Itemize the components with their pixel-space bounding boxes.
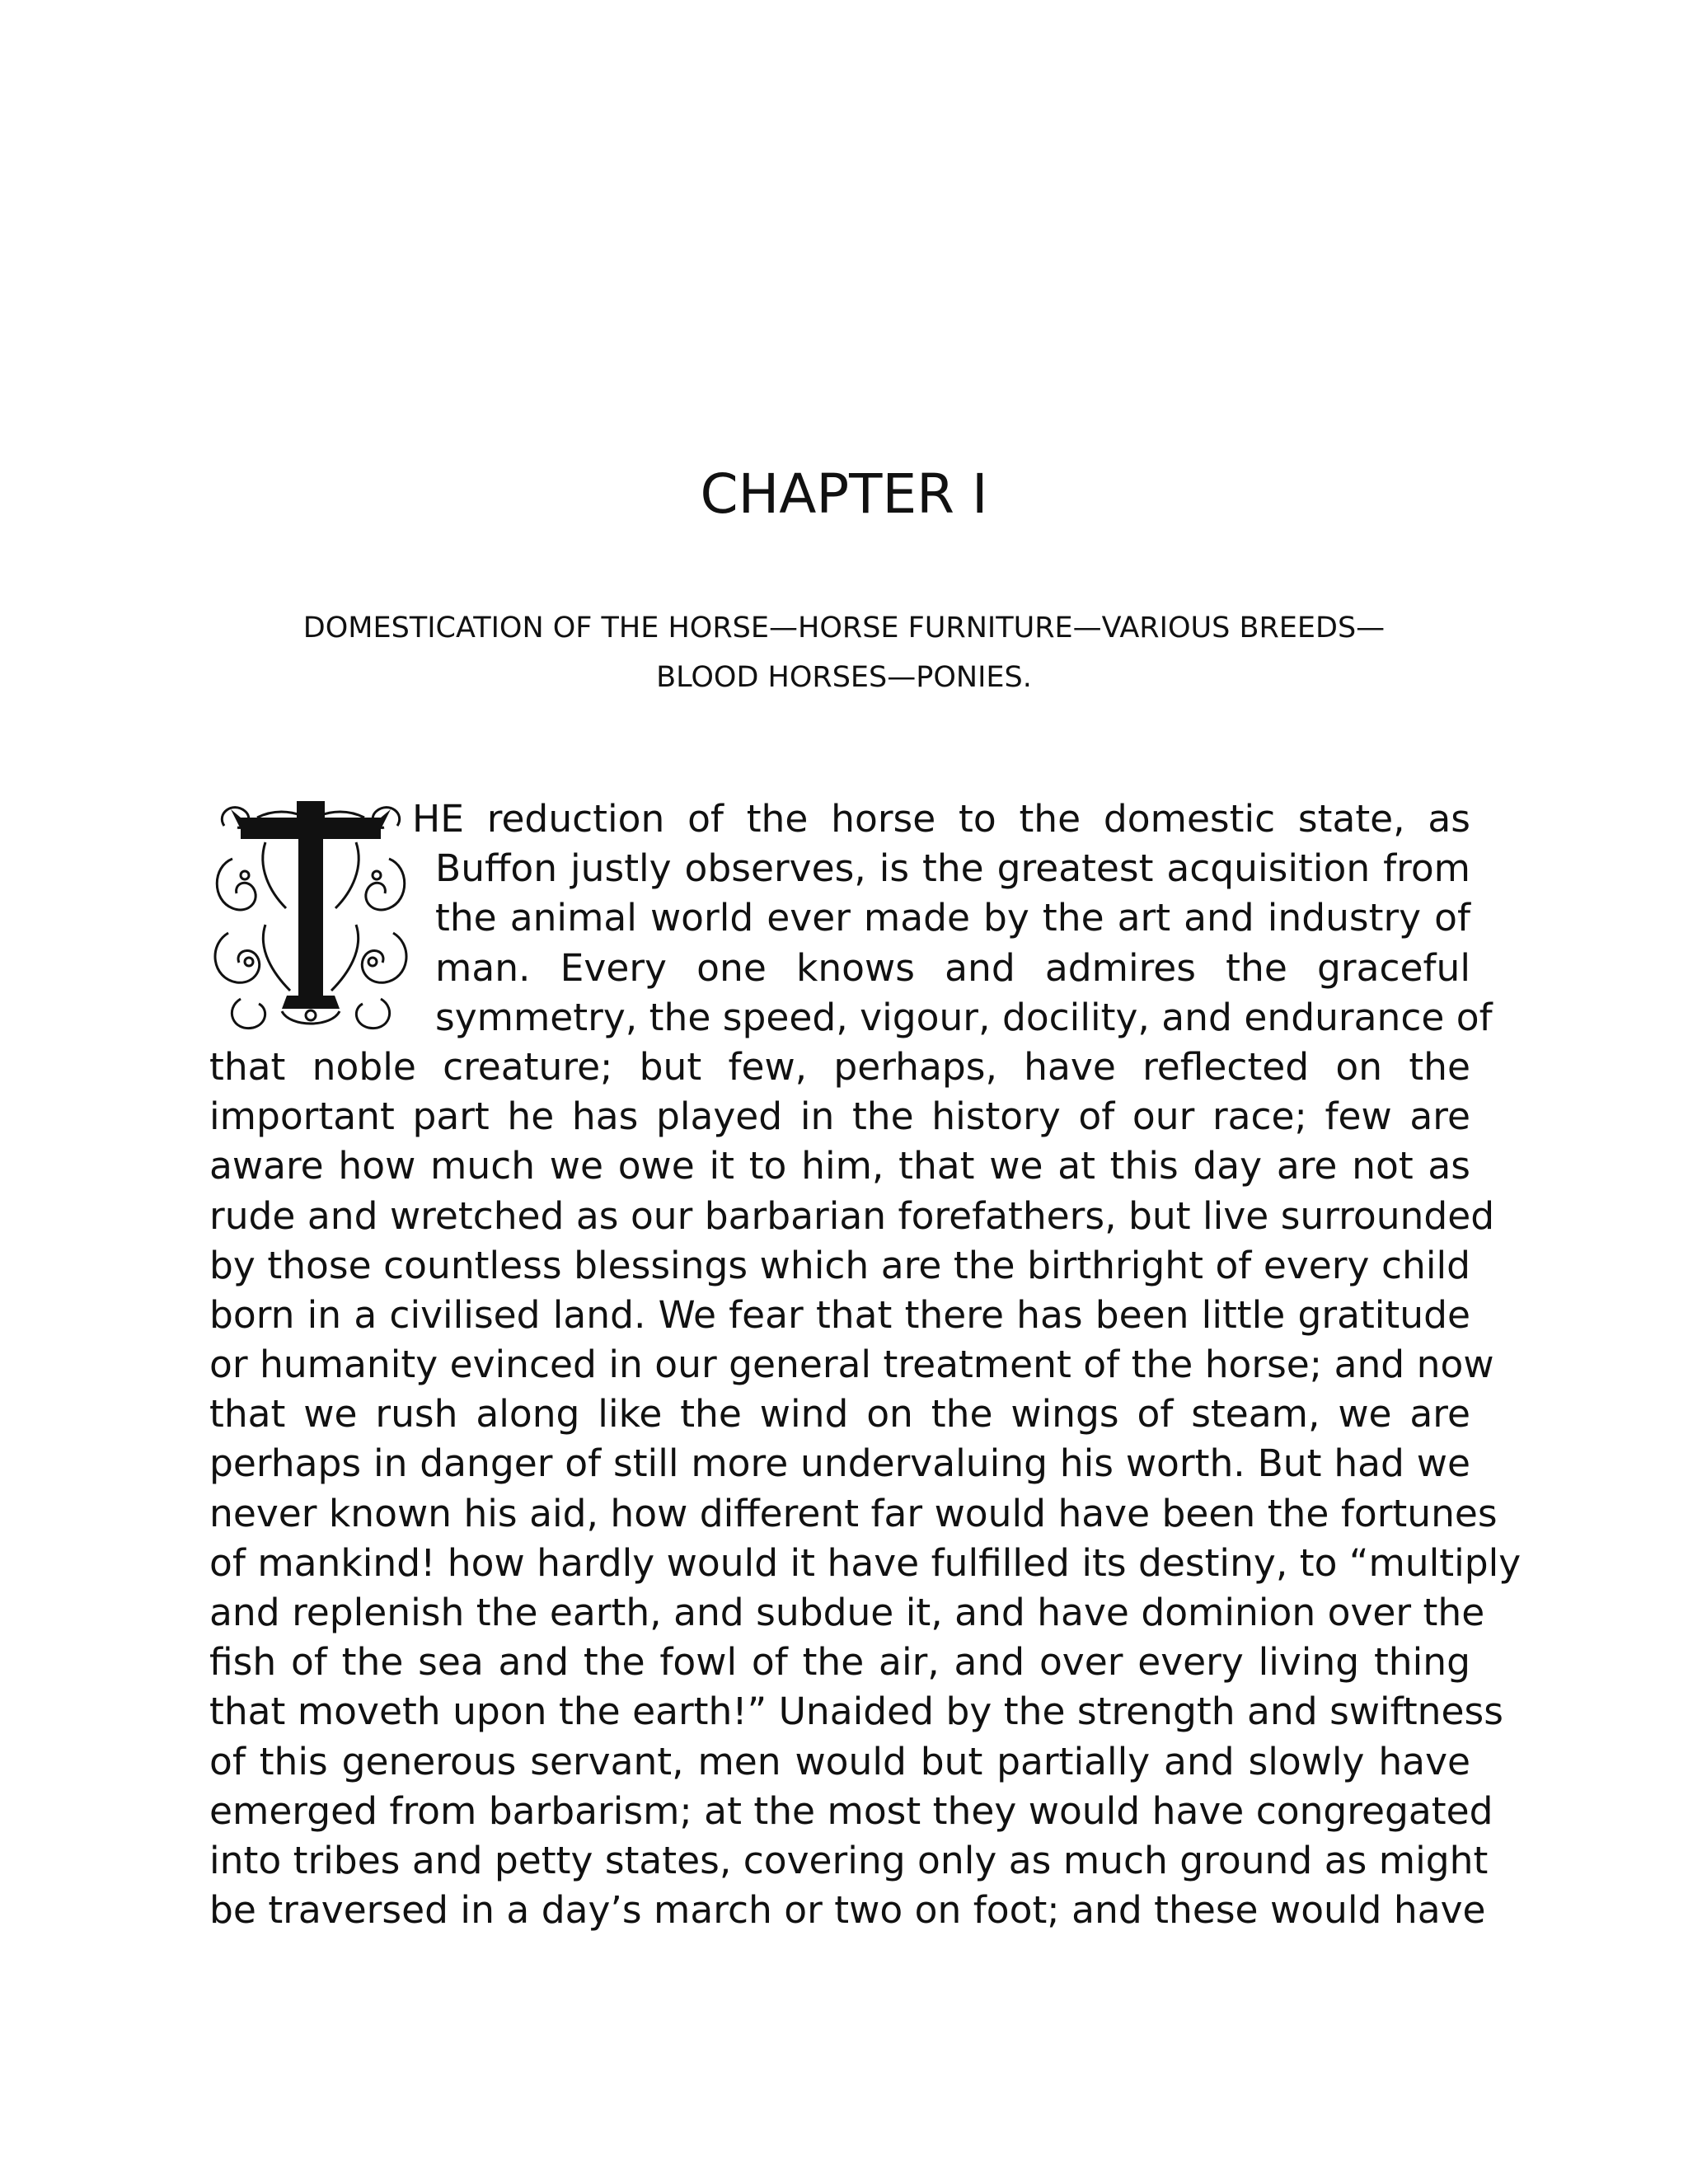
text-line: or humanity evinced in our general treatment of the horse; and now <box>209 1343 1494 1387</box>
text-line: HE reduction of the horse to the domestic state, as <box>412 797 1470 841</box>
text-line: symmetry, the speed, vigour, docility, and endurance of <box>435 995 1493 1039</box>
text-line: aware how much we owe it to him, that we at this day are not as <box>209 1144 1470 1188</box>
text-line: important part he has played in the history of our race; few are <box>209 1094 1470 1139</box>
chapter-summary <box>211 603 1477 702</box>
text-line: the animal world ever made by the art and industry of <box>435 896 1470 940</box>
text-line: of this generous servant, men would but partially and slowly have <box>209 1739 1470 1783</box>
text-line: and replenish the earth, and subdue it, and have dominion over the <box>209 1591 1485 1634</box>
text-line: that we rush along like the wind on the wings of steam, we are <box>209 1392 1470 1436</box>
text-line: Buffon justly observes, is the greatest acquisition from <box>435 846 1470 891</box>
text-line: into tribes and petty states, covering only as much ground as might <box>209 1838 1489 1882</box>
text-line: be traversed in a day’s march or two on foot; and these would have <box>209 1888 1486 1933</box>
text-line: by those countless blessings which are the birthright of every child <box>209 1243 1470 1287</box>
text-line: fish of the sea and the fowl of the air, and over every living thing <box>209 1640 1470 1685</box>
text-line: that moveth upon the earth!” Unaided by the strength and swiftness <box>209 1690 1503 1734</box>
text-line: emerged from barbarism; at the most they would have congregated <box>209 1788 1493 1833</box>
text-line: born in a civilised land. We fear that there has been little gratitude <box>209 1292 1470 1337</box>
text-line: of mankind! how hardly would it have fulfilled its destiny, to “multiply <box>209 1540 1522 1585</box>
text-line: that noble creature; but few, perhaps, have reflected on the <box>209 1044 1470 1089</box>
chapter-summary-line: BLOOD HORSES—PONIES. <box>656 661 1032 694</box>
chapter-summary-line: DOMESTICATION OF THE HORSE—HORSE FURNITURE—VARIOUS BREEDS— <box>302 612 1386 644</box>
text-line: man. Every one knows and admires the graceful <box>435 945 1470 990</box>
text-line: never known his aid, how different far would have been the fortunes <box>209 1491 1498 1535</box>
body-text <box>209 794 1522 1935</box>
chapter-title: CHAPTER I <box>700 462 988 526</box>
text-line: rude and wretched as our barbarian forefathers, but live surrounded <box>209 1193 1495 1238</box>
text-line: perhaps in danger of still more undervaluing his worth. But had we <box>209 1441 1470 1486</box>
